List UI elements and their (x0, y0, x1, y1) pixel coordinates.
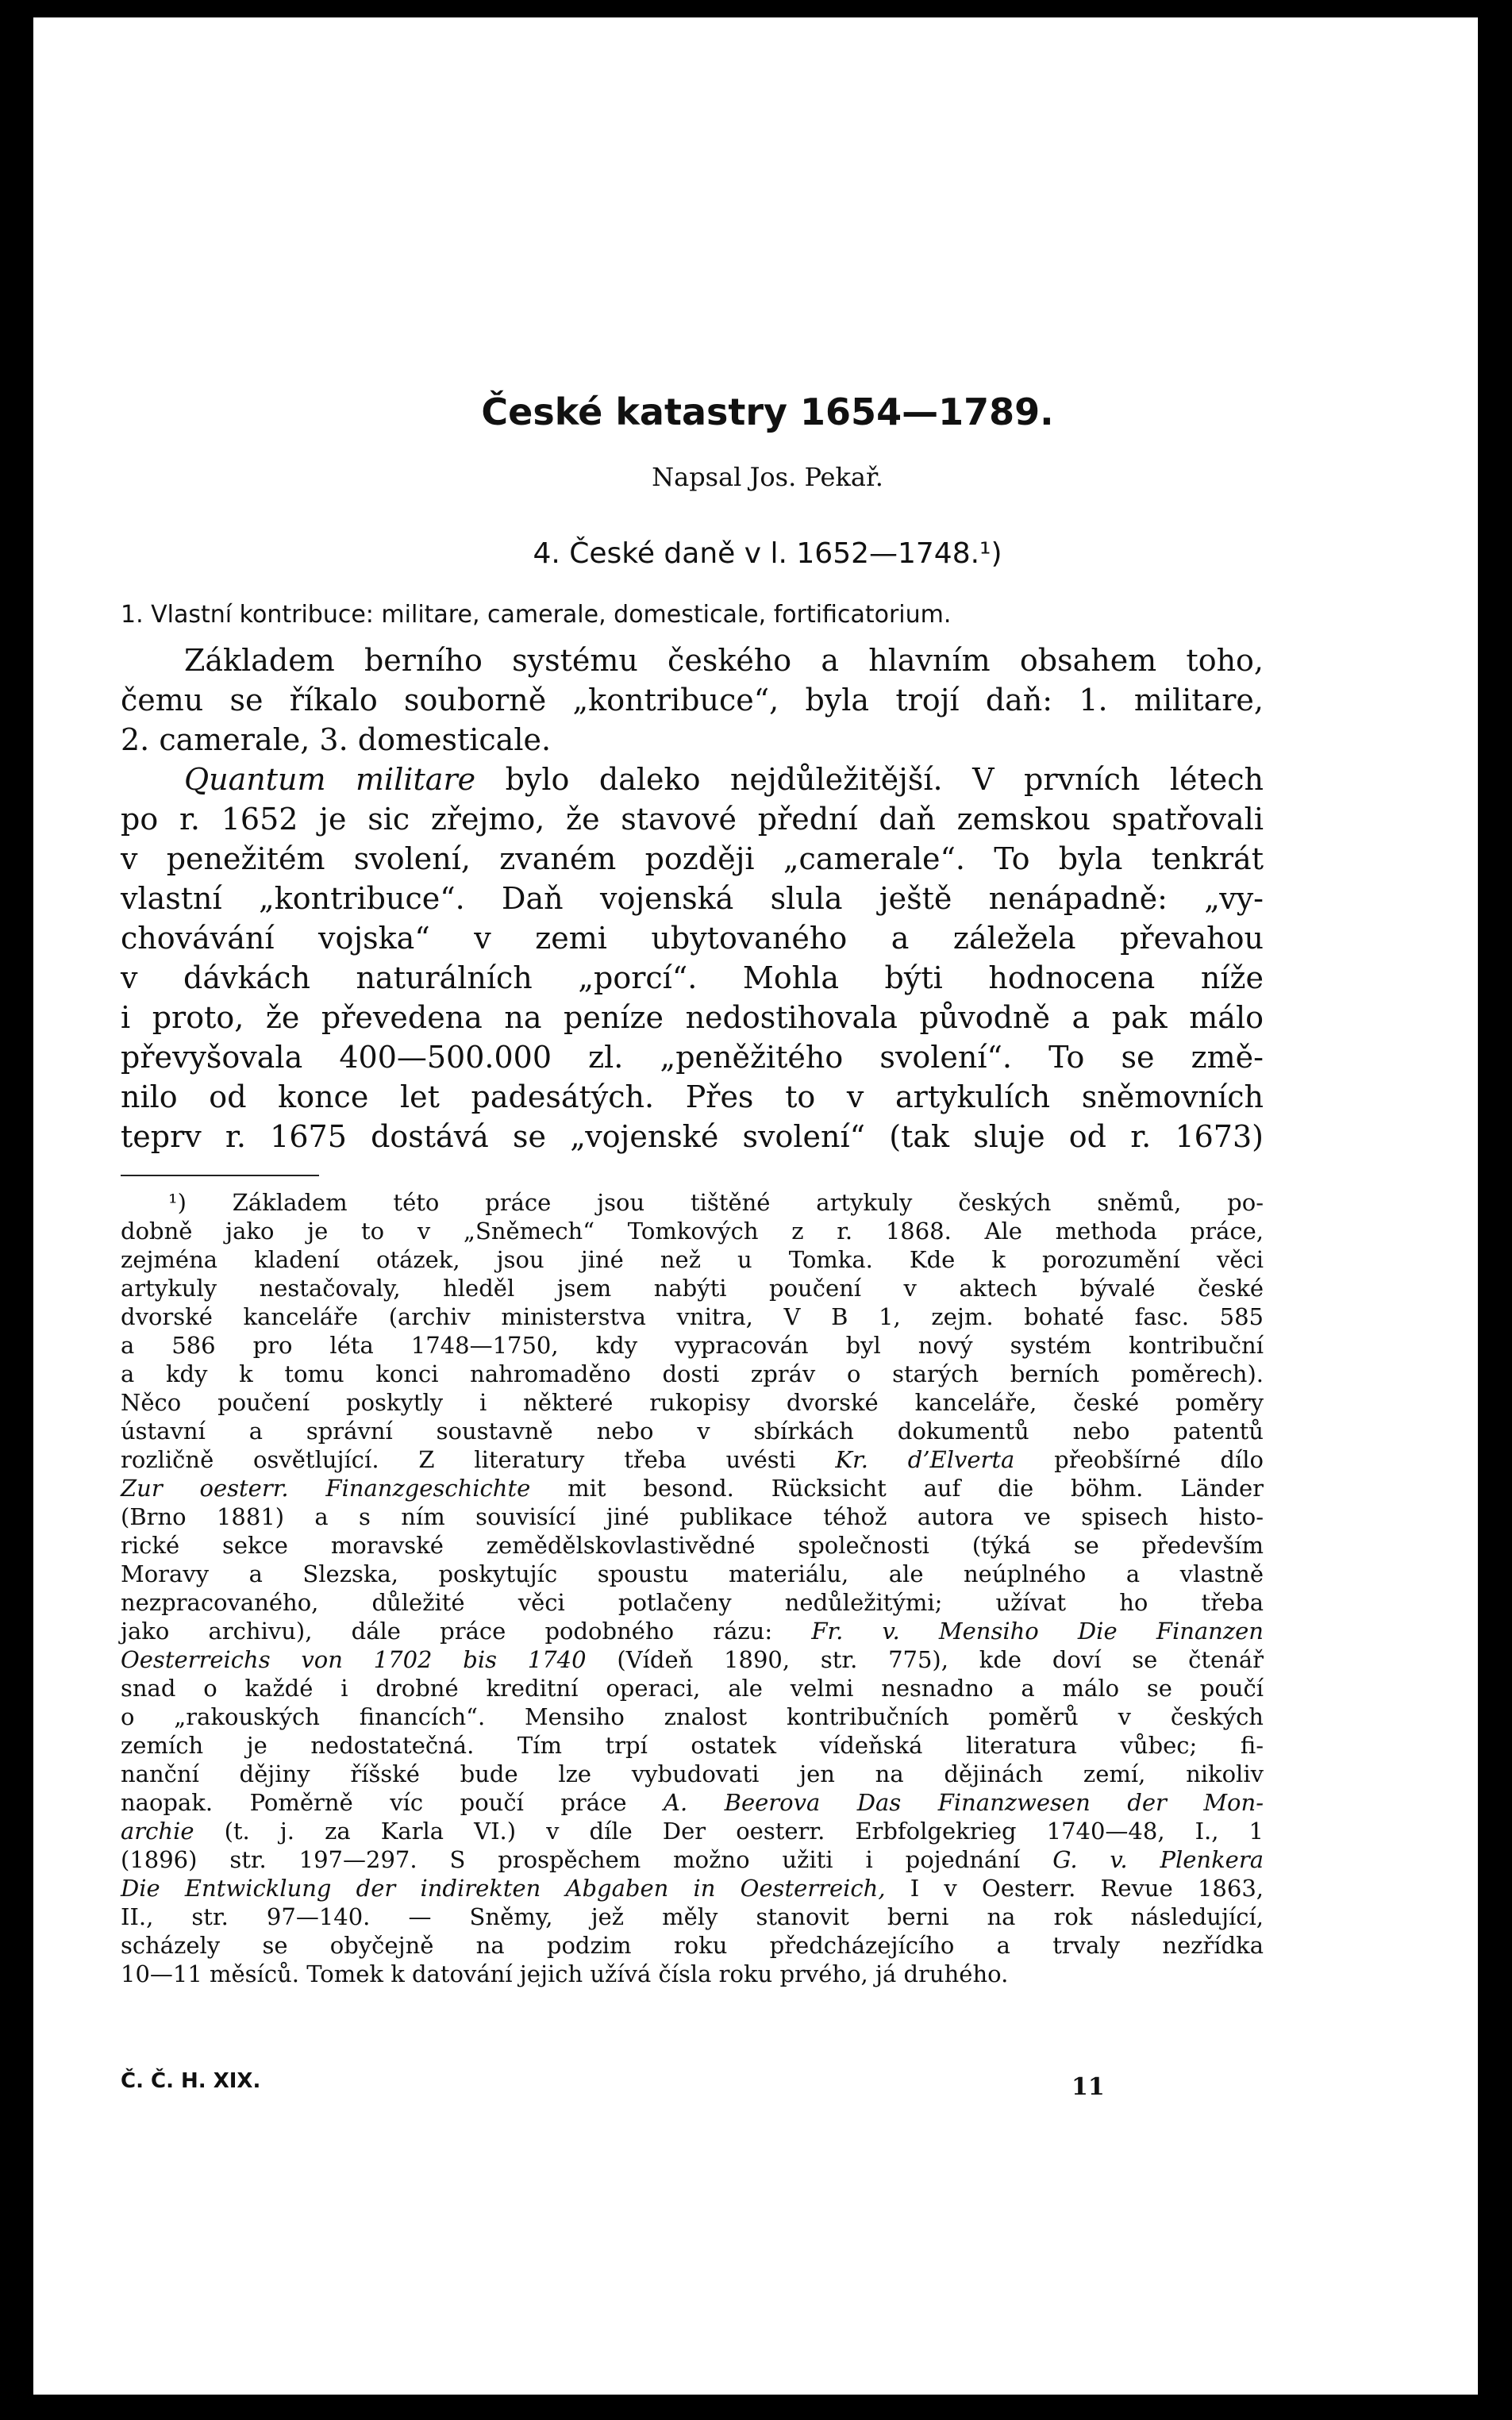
article-author: Napsal Jos. Pekař. (652, 462, 883, 492)
section-heading: 4. České daně v l. 1652—1748.¹) (533, 537, 1002, 570)
italic-citation: Zur oesterr. Finanzgeschichte (121, 1475, 531, 1502)
footnote-line: zejména kladení otázek, jsou jiné než u Tomka. Kde k porozumění věci (121, 1246, 1264, 1273)
footnote-line (121, 1617, 1264, 1645)
footnote-line: zemích je nedostatečná. Tím trpí ostatek vídeňská literatura vůbec; fi- (121, 1732, 1264, 1759)
italic-citation: G. v. Plenkera (1052, 1846, 1264, 1873)
body-line: 2. camerale, 3. domesticale. (121, 722, 552, 757)
footnote-text: rozličně osvětlující. Z literatury třeba uvésti (121, 1446, 836, 1473)
footnote-line (121, 1445, 1264, 1474)
footnote-line: ústavní a správní soustavně nebo v sbírkách dokumentů nebo patentů (121, 1418, 1264, 1445)
document-page (33, 17, 1478, 2395)
body-line: teprv r. 1675 dostává se „vojenské svolení“ (tak sluje od r. 1673) (121, 1119, 1264, 1154)
italic-citation: Fr. v. Mensiho Die Finanzen (811, 1618, 1264, 1645)
footnote-line (121, 1474, 1264, 1502)
footnote-line: 10—11 měsíců. Tomek k datování jejich užívá čísla roku prvého, já druhého. (121, 1960, 1009, 1987)
footnote-text: (1896) str. 197—297. S prospěchem možno užiti i pojednání (121, 1846, 1053, 1873)
footnote-line: nanční dějiny říšské bude lze vybudovati jen na dějinách zemí, nikoliv (121, 1760, 1264, 1787)
footnote-line (121, 1817, 1264, 1845)
footnote-line: dobně jako je to v „Sněmech“ Tomkových z r. 1868. Ale methoda práce, (121, 1218, 1264, 1245)
footnote-line (121, 1645, 1264, 1674)
footnote-text: (Vídeň 1890, str. 775), kde doví se čtenář (586, 1646, 1264, 1673)
footnote-line (121, 1845, 1264, 1874)
italic-citation: archie (121, 1818, 194, 1845)
footnote-line: a 586 pro léta 1748—1750, kdy vypracován byl nový systém kontribuční (121, 1332, 1264, 1359)
body-line: převyšovala 400—500.000 zl. „peněžitého svolení“. To se změ- (121, 1040, 1264, 1075)
body-line: i proto, že převedena na peníze nedostihovala původně a pak málo (121, 1000, 1264, 1035)
body-line: nilo od konce let padesátých. Přes to v artykulích sněmovních (121, 1079, 1264, 1114)
printer-signature: Č. Č. H. XIX. (121, 2069, 261, 2093)
italic-citation: A. Beerova Das Finanzwesen der Mon- (664, 1789, 1264, 1816)
body-line: vlastní „kontribuce“. Daň vojenská slula ještě nenápadně: „vy- (121, 881, 1264, 916)
footnote-line: Něco poučení poskytly i některé rukopisy dvorské kanceláře, české poměry (121, 1389, 1264, 1416)
body-text: bylo daleko nejdůležitější. V prvních létech (475, 762, 1264, 797)
italic-citation: Kr. d’Elverta (835, 1446, 1015, 1473)
footnote-text: I v Oesterr. Revue 1863, (885, 1875, 1264, 1902)
subsection-heading: 1. Vlastní kontribuce: militare, camerale, domesticale, fortificatorium. (121, 601, 952, 629)
footnote-line (121, 1788, 1264, 1817)
footnote-text: naopak. Poměrně víc poučí práce (121, 1789, 664, 1816)
footnote-line: nezpracovaného, důležité věci potlačeny nedůležitými; užívat ho třeba (121, 1589, 1264, 1616)
footnote-divider (121, 1175, 319, 1176)
sheet-number: 11 (1071, 2073, 1105, 2101)
footnote-text: přeobšírné dílo (1014, 1446, 1264, 1473)
footnote-line: artykuly nestačovaly, hleděl jsem nabýti poučení v aktech bývalé české (121, 1275, 1264, 1302)
footnote-line: II., str. 97—140. — Sněmy, jež měly stanovit berni na rok následující, (121, 1903, 1264, 1930)
italic-citation: Die Entwicklung der indirekten Abgaben in Oesterreich, (121, 1875, 886, 1902)
italic-citation: Oesterreichs von 1702 bis 1740 (121, 1646, 587, 1673)
footnote-line: rické sekce moravské zemědělskovlastivědné společnosti (týká se především (121, 1532, 1264, 1559)
article-title: České katastry 1654—1789. (481, 391, 1054, 433)
footnote-line: Moravy a Slezska, poskytujíc spoustu materiálu, ale neúplného a vlastně (121, 1560, 1264, 1587)
footnote-line: (Brno 1881) a s ním souvisící jiné publikace téhož autora ve spisech histo- (121, 1503, 1264, 1530)
footnote-text: mit besond. Rücksicht auf die böhm. Länder (530, 1475, 1264, 1502)
body-line: čemu se říkalo souborně „kontribuce“, byla trojí daň: 1. militare, (121, 683, 1264, 718)
footnote-text: (t. j. za Karla VI.) v díle Der oesterr. Erbfolgekrieg 1740—48, I., 1 (194, 1818, 1264, 1845)
footnote-line: a kdy k tomu konci nahromaděno dosti zpráv o starých berních poměrech). (121, 1360, 1264, 1387)
body-line: Základem berního systému českého a hlavním obsahem toho, (184, 643, 1264, 678)
italic-phrase: Quantum militare (184, 762, 476, 797)
footnote-line: ¹) Základem této práce jsou tištěné artykuly českých sněmů, po- (168, 1189, 1264, 1216)
body-line: po r. 1652 je sic zřejmo, že stavové přední daň zemskou spatřovali (121, 802, 1264, 837)
body-line: chovávání vojska“ v zemi ubytovaného a záležela převahou (121, 921, 1264, 956)
footnote-line: scházely se obyčejně na podzim roku předcházejícího a trvaly nezřídka (121, 1932, 1264, 1959)
footnote-line: dvorské kanceláře (archiv ministerstva vnitra, V B 1, zejm. bohaté fasc. 585 (121, 1303, 1264, 1330)
footnote-line: snad o každé i drobné kreditní operaci, ale velmi nesnadno a málo se poučí (121, 1675, 1264, 1702)
footnote-line: o „rakouských financích“. Mensiho znalost kontribučních poměrů v českých (121, 1703, 1264, 1730)
body-line: v dávkách naturálních „porcí“. Mohla býti hodnocena níže (121, 960, 1264, 995)
body-line (184, 760, 1264, 799)
body-line: v penežitém svolení, zvaném později „camerale“. To byla tenkrát (121, 841, 1264, 876)
footnote-text: jako archivu), dále práce podobného rázu: (121, 1618, 812, 1645)
footnote-line (121, 1874, 1264, 1903)
